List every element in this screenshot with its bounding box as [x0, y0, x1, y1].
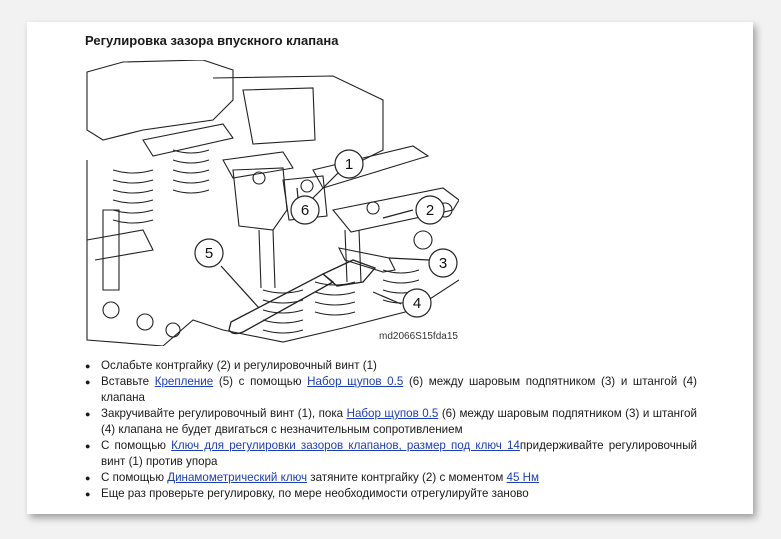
step-text: Закручивайте регулировочный винт (1), пока [101, 407, 347, 420]
step-text: (6) между шаровым подпятником (3) и штангой (4) клапана не будет двигаться с незначительным сопротивлением [101, 407, 697, 436]
page-title: Регулировка зазора впускного клапана [85, 33, 339, 48]
valve-mechanism-illustration [83, 60, 459, 346]
step-text: С помощью [101, 471, 168, 484]
instruction-step [85, 374, 697, 406]
callout-2-label: 2 [425, 202, 435, 219]
callout-1-label: 1 [344, 156, 354, 173]
instruction-step [85, 406, 697, 438]
step-text: (6) между шаровым подпятником (3) и штангой (4) клапана [101, 375, 697, 404]
callout-5-label: 5 [204, 245, 214, 262]
instruction-step [85, 358, 697, 374]
callout-6-label: 6 [300, 202, 310, 219]
callout-4-label: 4 [412, 295, 422, 312]
document-page [27, 22, 753, 514]
tool-link[interactable]: Динамометрический ключ [167, 471, 308, 484]
step-text: затяните контргайку (2) с моментом [307, 471, 507, 484]
tool-link[interactable]: Крепление [154, 375, 214, 388]
instruction-step [85, 486, 697, 502]
instruction-step [85, 470, 697, 486]
figure-code: md2066S15fda15 [379, 331, 458, 342]
step-text: Ослабьте контргайку (2) и регулировочный винт (1) [101, 359, 377, 372]
callout-3-label: 3 [438, 255, 448, 272]
tool-link[interactable]: Ключ для регулировки зазоров клапанов, размер под ключ 14 [171, 439, 520, 452]
instruction-list [85, 358, 697, 502]
step-text: придерживайте регулировочный винт (1) против упора [101, 439, 697, 468]
tool-link[interactable]: 45 Нм [506, 471, 539, 484]
tool-link[interactable]: Набор щупов 0.5 [307, 375, 404, 388]
tool-link[interactable]: Набор щупов 0.5 [346, 407, 439, 420]
step-text: Вставьте [101, 375, 155, 388]
instruction-step [85, 438, 697, 470]
step-text: (5) с помощью [213, 375, 308, 388]
step-text: Еще раз проверьте регулировку, по мере необходимости отрегулируйте заново [101, 487, 529, 500]
step-text: С помощью [101, 439, 172, 452]
callout-group [195, 150, 457, 317]
